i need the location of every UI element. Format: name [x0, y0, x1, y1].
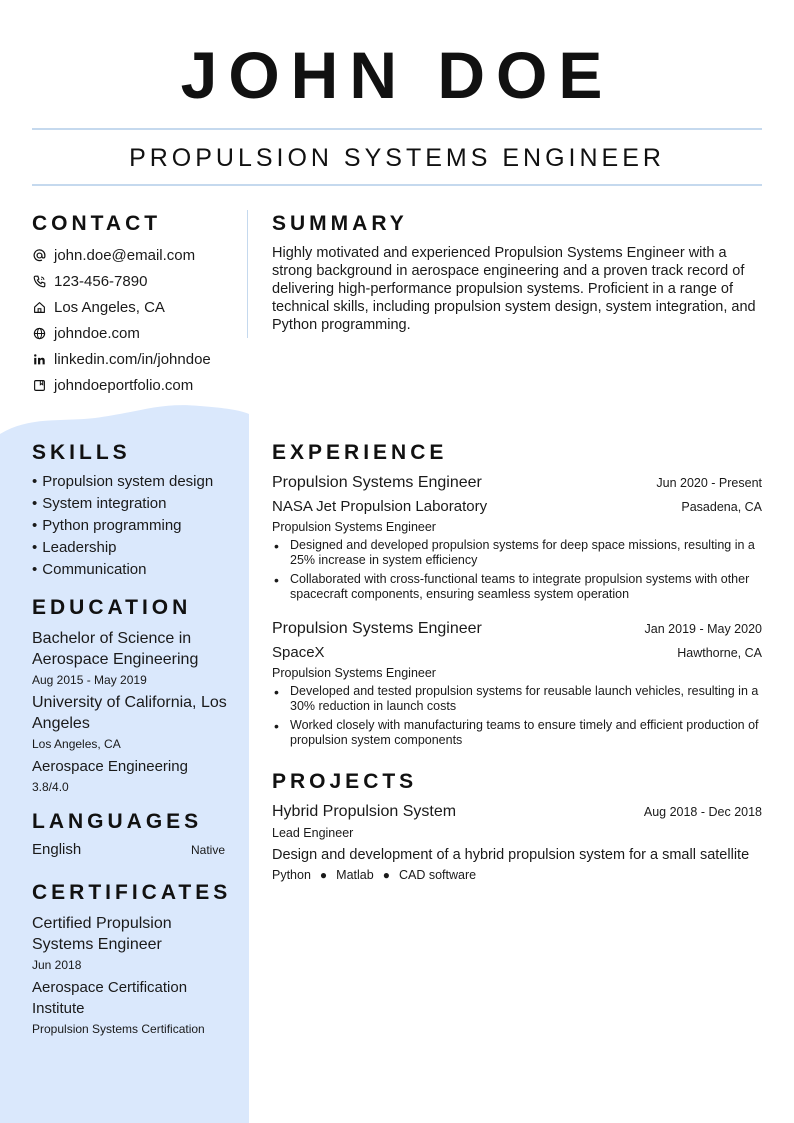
skills-list	[32, 471, 242, 581]
contact-linkedin[interactable]	[32, 346, 247, 372]
contact-email[interactable]	[32, 242, 247, 268]
linkedin-icon	[32, 352, 46, 366]
header-rule-top	[32, 128, 762, 130]
contact-phone[interactable]	[32, 268, 247, 294]
job-bullet: • Collaborated with cross-functional teams to integrate propulsion systems with other spacecraft components, ensuring seamless system operation	[290, 572, 762, 602]
language-name: English	[32, 841, 82, 858]
contact-portfolio-text: johndoeportfolio.com	[54, 376, 194, 394]
job-dates: Jan 2019 - May 2020	[644, 622, 762, 636]
skill-item: • Python programming	[32, 515, 242, 537]
at-icon	[32, 248, 46, 262]
job-role: Propulsion Systems Engineer	[272, 666, 436, 680]
education-location: Los Angeles, CA	[32, 737, 121, 751]
languages-heading: LANGUAGES	[32, 810, 203, 833]
experience-heading: EXPERIENCE	[272, 441, 448, 464]
project-dates: Aug 2018 - Dec 2018	[643, 805, 762, 819]
home-icon	[32, 300, 46, 314]
certificates-heading: CERTIFICATES	[32, 881, 232, 904]
education-dates: Aug 2015 - May 2019	[32, 673, 147, 687]
project-tag: Python	[272, 868, 311, 882]
job-dates: Jun 2020 - Present	[656, 476, 762, 490]
education-degree: Bachelor of Science in Aerospace Engineering	[32, 630, 199, 668]
contact-portfolio[interactable]	[32, 372, 247, 398]
job-bullets	[272, 538, 762, 602]
language-level: Native	[190, 843, 225, 857]
phone-icon	[32, 274, 46, 288]
summary-text: Highly motivated and experienced Propulsion Systems Engineer with a strong background in aerospace engineering and a proven track record of delivering high-performance propulsion systems. Proficient in a range of technical skills, including propulsion system design, system integration, and Python programming.	[272, 245, 756, 333]
contact-email-text: john.doe@email.com	[54, 246, 196, 264]
candidate-title: PROPULSION SYSTEMS ENGINEER	[129, 144, 665, 172]
project-description: Design and development of a hybrid propulsion system for a small satellite	[272, 847, 750, 863]
contact-list	[32, 242, 247, 398]
experience-entry	[272, 471, 762, 606]
certificate-description: Propulsion Systems Certification	[32, 1022, 205, 1036]
contact-linkedin-text: linkedin.com/in/johndoe	[54, 350, 211, 368]
job-company: SpaceX	[272, 644, 325, 661]
project-tag: CAD software	[398, 868, 477, 882]
job-location: Hawthorne, CA	[677, 646, 762, 660]
project-entry	[272, 800, 762, 882]
header-rule-bottom	[32, 184, 762, 186]
job-bullets	[272, 684, 762, 748]
skill-item: • Communication	[32, 559, 242, 581]
job-bullet: • Developed and tested propulsion systems for reusable launch vehicles, resulting in a 30% reduction in launch costs	[290, 684, 762, 714]
job-location: Pasadena, CA	[681, 500, 762, 514]
contact-website-text: johndoe.com	[54, 324, 140, 342]
skill-item: • Leadership	[32, 537, 242, 559]
project-tag: Matlab	[336, 868, 374, 882]
contact-heading: CONTACT	[32, 212, 162, 235]
education-entry	[32, 628, 232, 799]
globe-icon	[32, 326, 46, 340]
project-name: Hybrid Propulsion System	[272, 803, 457, 820]
job-bullet: • Designed and developed propulsion systems for deep space missions, resulting in a 25% increase in system efficiency	[290, 538, 762, 568]
education-field: Aerospace Engineering	[32, 758, 188, 775]
contact-phone-text: 123-456-7890	[54, 272, 148, 290]
education-school: University of California, Los Angeles	[32, 694, 227, 732]
skill-item: • System integration	[32, 493, 242, 515]
certificate-name: Certified Propulsion Systems Engineer	[32, 915, 172, 953]
projects-heading: PROJECTS	[272, 770, 418, 793]
portfolio-icon	[32, 378, 46, 392]
skills-heading: SKILLS	[32, 441, 131, 464]
column-divider	[247, 210, 248, 338]
project-tags	[272, 868, 762, 882]
contact-location	[32, 294, 247, 320]
contact-location-text: Los Angeles, CA	[54, 298, 165, 316]
job-role: Propulsion Systems Engineer	[272, 520, 436, 534]
job-position: Propulsion Systems Engineer	[272, 474, 482, 491]
summary-heading: SUMMARY	[272, 212, 408, 235]
certificate-entry	[32, 913, 232, 1041]
contact-website[interactable]	[32, 320, 247, 346]
candidate-name: JOHN DOE	[180, 38, 614, 112]
job-position: Propulsion Systems Engineer	[272, 620, 482, 637]
certificate-issuer: Aerospace Certification Institute	[32, 979, 188, 1017]
skill-item: • Propulsion system design	[32, 471, 242, 493]
project-role: Lead Engineer	[272, 826, 354, 840]
tag-separator: ●	[382, 868, 390, 882]
job-company: NASA Jet Propulsion Laboratory	[272, 498, 488, 515]
language-item	[32, 841, 225, 858]
tag-separator: ●	[319, 868, 328, 882]
education-gpa: 3.8/4.0	[32, 780, 69, 794]
certificate-date: Jun 2018	[32, 958, 82, 972]
education-heading: EDUCATION	[32, 596, 192, 619]
job-bullet: • Worked closely with manufacturing teams to ensure timely and efficient production of propulsion system components	[290, 718, 762, 748]
experience-entry	[272, 617, 762, 752]
